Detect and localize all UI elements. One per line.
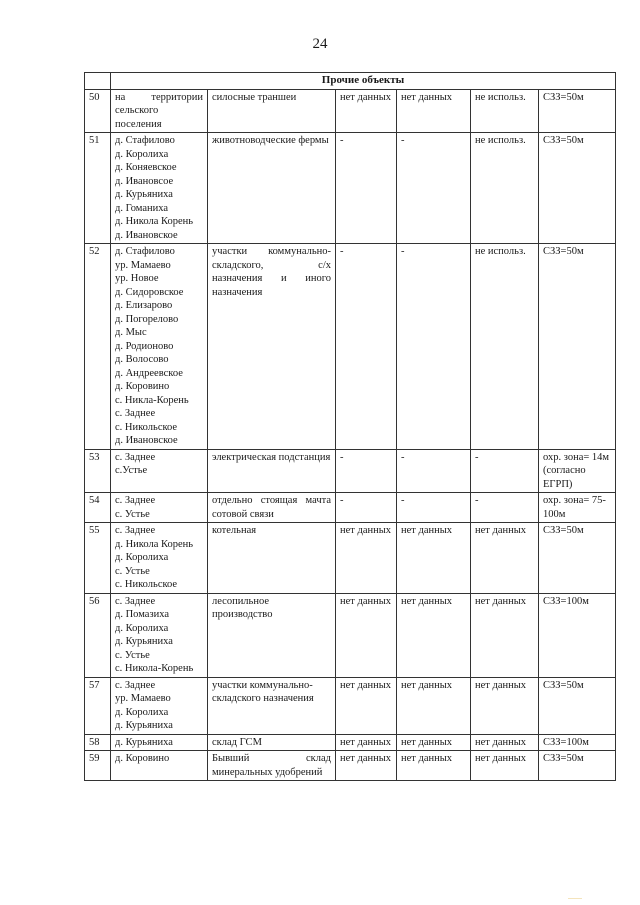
sz-cell: СЗЗ=100м bbox=[539, 593, 616, 677]
location-item: д. Гоманиха bbox=[115, 202, 169, 214]
cell-col5: нет данных bbox=[471, 734, 539, 751]
location-item: д. Королиха bbox=[115, 148, 169, 160]
location-item: с.Устье bbox=[115, 465, 148, 476]
location-cell bbox=[111, 751, 208, 781]
cell-col4: - bbox=[397, 244, 471, 450]
cell-col3: - bbox=[336, 493, 397, 523]
location-item: д. Курьяниха bbox=[115, 189, 173, 200]
section-header-row bbox=[85, 73, 616, 90]
table-row bbox=[85, 244, 616, 450]
cell-col3: нет данных bbox=[336, 734, 397, 751]
cell-col3: нет данных bbox=[336, 751, 397, 781]
location-item: д. Стафилово bbox=[115, 135, 175, 146]
location-item: д. Королиха bbox=[115, 706, 169, 718]
table-row bbox=[85, 734, 616, 751]
cell-col4: - bbox=[397, 493, 471, 523]
cell-col4: - bbox=[397, 133, 471, 244]
location-item: с. Никольское bbox=[115, 579, 178, 590]
location-item: д. Королиха bbox=[115, 622, 169, 634]
cell-col3: - bbox=[336, 133, 397, 244]
sz-cell: СЗЗ=50м bbox=[539, 523, 616, 594]
row-number: 59 bbox=[85, 751, 111, 781]
row-number: 51 bbox=[85, 133, 111, 244]
location-cell bbox=[111, 734, 208, 751]
location-cell bbox=[111, 523, 208, 594]
object-cell: животноводческие фермы bbox=[208, 133, 336, 244]
location-cell bbox=[111, 133, 208, 244]
row-number: 57 bbox=[85, 677, 111, 734]
location-cell bbox=[111, 449, 208, 493]
row-number: 55 bbox=[85, 523, 111, 594]
cell-col5: - bbox=[471, 449, 539, 493]
cell-col5: - bbox=[471, 493, 539, 523]
object-cell: котельная bbox=[208, 523, 336, 594]
objects-table bbox=[84, 72, 616, 781]
table-row bbox=[85, 493, 616, 523]
location-item: д. Андреевское bbox=[115, 367, 183, 379]
page-number: 24 bbox=[312, 36, 328, 52]
location-item: с. Заднее bbox=[115, 495, 156, 506]
table-row bbox=[85, 751, 616, 781]
location-item: с. Устье bbox=[115, 649, 150, 661]
location-item: д. Курьяниха bbox=[115, 736, 173, 748]
object-cell: лесопильное производство bbox=[208, 593, 336, 677]
row-number: 53 bbox=[85, 449, 111, 493]
table-row bbox=[85, 133, 616, 244]
row-number: 50 bbox=[85, 89, 111, 133]
location-item: на территории сельского поселения bbox=[115, 91, 203, 130]
location-cell bbox=[111, 244, 208, 450]
sz-cell: охр. зона= 14м (согласно ЕГРП) bbox=[539, 449, 616, 493]
cell-col4: нет данных bbox=[397, 677, 471, 734]
cell-col5: не использ. bbox=[471, 89, 539, 133]
sz-cell: СЗЗ=50м bbox=[539, 677, 616, 734]
location-item: д. Курьяниха bbox=[115, 720, 173, 731]
location-item: д. Коровино bbox=[115, 753, 170, 764]
location-item: с. Никольское bbox=[115, 421, 178, 433]
location-item: с. Никла-Корень bbox=[115, 394, 189, 406]
cell-col4: нет данных bbox=[397, 734, 471, 751]
cell-col4: нет данных bbox=[397, 523, 471, 594]
cell-col5: нет данных bbox=[471, 751, 539, 781]
cell-col5: нет данных bbox=[471, 523, 539, 594]
sz-cell: охр. зона= 75-100м bbox=[539, 493, 616, 523]
location-item: д. Ивановское bbox=[115, 229, 178, 241]
cell-col4: нет данных bbox=[397, 593, 471, 677]
location-cell bbox=[111, 493, 208, 523]
location-cell bbox=[111, 677, 208, 734]
location-item: д. Коровино bbox=[115, 381, 170, 392]
sz-cell: СЗЗ=50м bbox=[539, 89, 616, 133]
section-title: Прочие объекты bbox=[111, 73, 616, 90]
sz-cell: СЗЗ=100м bbox=[539, 734, 616, 751]
row-number: 54 bbox=[85, 493, 111, 523]
cell-col3: нет данных bbox=[336, 593, 397, 677]
location-item: д. Коняевское bbox=[115, 162, 177, 173]
location-item: д. Помазиха bbox=[115, 609, 169, 620]
cell-col3: - bbox=[336, 244, 397, 450]
cell-col3: нет данных bbox=[336, 523, 397, 594]
location-item: д. Сидоровское bbox=[115, 286, 184, 298]
location-item: д. Курьяниха bbox=[115, 636, 173, 647]
location-item: д. Волосово bbox=[115, 354, 169, 365]
location-cell bbox=[111, 89, 208, 133]
cell-col5: не использ. bbox=[471, 244, 539, 450]
cell-col4: нет данных bbox=[397, 89, 471, 133]
section-blank-cell bbox=[85, 73, 111, 90]
location-item: с. Заднее bbox=[115, 408, 156, 419]
table-row bbox=[85, 89, 616, 133]
cell-col3: нет данных bbox=[336, 89, 397, 133]
location-item: с. Устье bbox=[115, 508, 150, 520]
row-number: 56 bbox=[85, 593, 111, 677]
row-number: 58 bbox=[85, 734, 111, 751]
row-number: 52 bbox=[85, 244, 111, 450]
location-item: с. Заднее bbox=[115, 595, 156, 607]
object-cell: Бывший склад минеральных удобрений bbox=[208, 751, 336, 781]
location-item: с. Заднее bbox=[115, 451, 156, 463]
object-cell: силосные траншеи bbox=[208, 89, 336, 133]
cell-col5: нет данных bbox=[471, 677, 539, 734]
location-item: с. Устье bbox=[115, 565, 150, 577]
location-item: д. Стафилово bbox=[115, 246, 175, 257]
location-item: ур. Мамаево bbox=[115, 259, 171, 271]
table-row bbox=[85, 593, 616, 677]
table-row bbox=[85, 677, 616, 734]
cell-col5: не использ. bbox=[471, 133, 539, 244]
object-cell: электрическая подстанция bbox=[208, 449, 336, 493]
location-item: д. Ивановское bbox=[115, 435, 178, 446]
location-item: д. Никола Корень bbox=[115, 538, 194, 550]
sz-cell: СЗЗ=50м bbox=[539, 133, 616, 244]
location-item: д. Королиха bbox=[115, 552, 169, 563]
object-cell: отдельно стоящая мачта сотовой связи bbox=[208, 493, 336, 523]
sz-cell: СЗЗ=50м bbox=[539, 244, 616, 450]
scan-mark bbox=[568, 892, 582, 899]
object-cell: склад ГСМ bbox=[208, 734, 336, 751]
cell-col5: нет данных bbox=[471, 593, 539, 677]
cell-col3: - bbox=[336, 449, 397, 493]
cell-col3: нет данных bbox=[336, 677, 397, 734]
cell-col4: нет данных bbox=[397, 751, 471, 781]
location-cell bbox=[111, 593, 208, 677]
object-cell: участки коммунально-складского, с/х назначения и иного назначения bbox=[208, 244, 336, 450]
location-item: с. Заднее bbox=[115, 525, 156, 536]
table-row bbox=[85, 449, 616, 493]
table-row bbox=[85, 523, 616, 594]
cell-col4: - bbox=[397, 449, 471, 493]
location-item: ур. Мамаево bbox=[115, 693, 171, 704]
location-item: с. Никола-Корень bbox=[115, 663, 194, 674]
object-cell: участки коммунально-складского назначения bbox=[208, 677, 336, 734]
location-item: д. Родионово bbox=[115, 340, 174, 352]
location-item: д. Мыс bbox=[115, 327, 147, 338]
location-item: д. Никола Корень bbox=[115, 216, 194, 227]
location-item: ур. Новое bbox=[115, 273, 159, 284]
location-item: д. Ивановсое bbox=[115, 175, 174, 187]
location-item: д. Елизарово bbox=[115, 300, 173, 311]
location-item: с. Заднее bbox=[115, 679, 156, 691]
sz-cell: СЗЗ=50м bbox=[539, 751, 616, 781]
location-item: д. Погорелово bbox=[115, 313, 179, 325]
